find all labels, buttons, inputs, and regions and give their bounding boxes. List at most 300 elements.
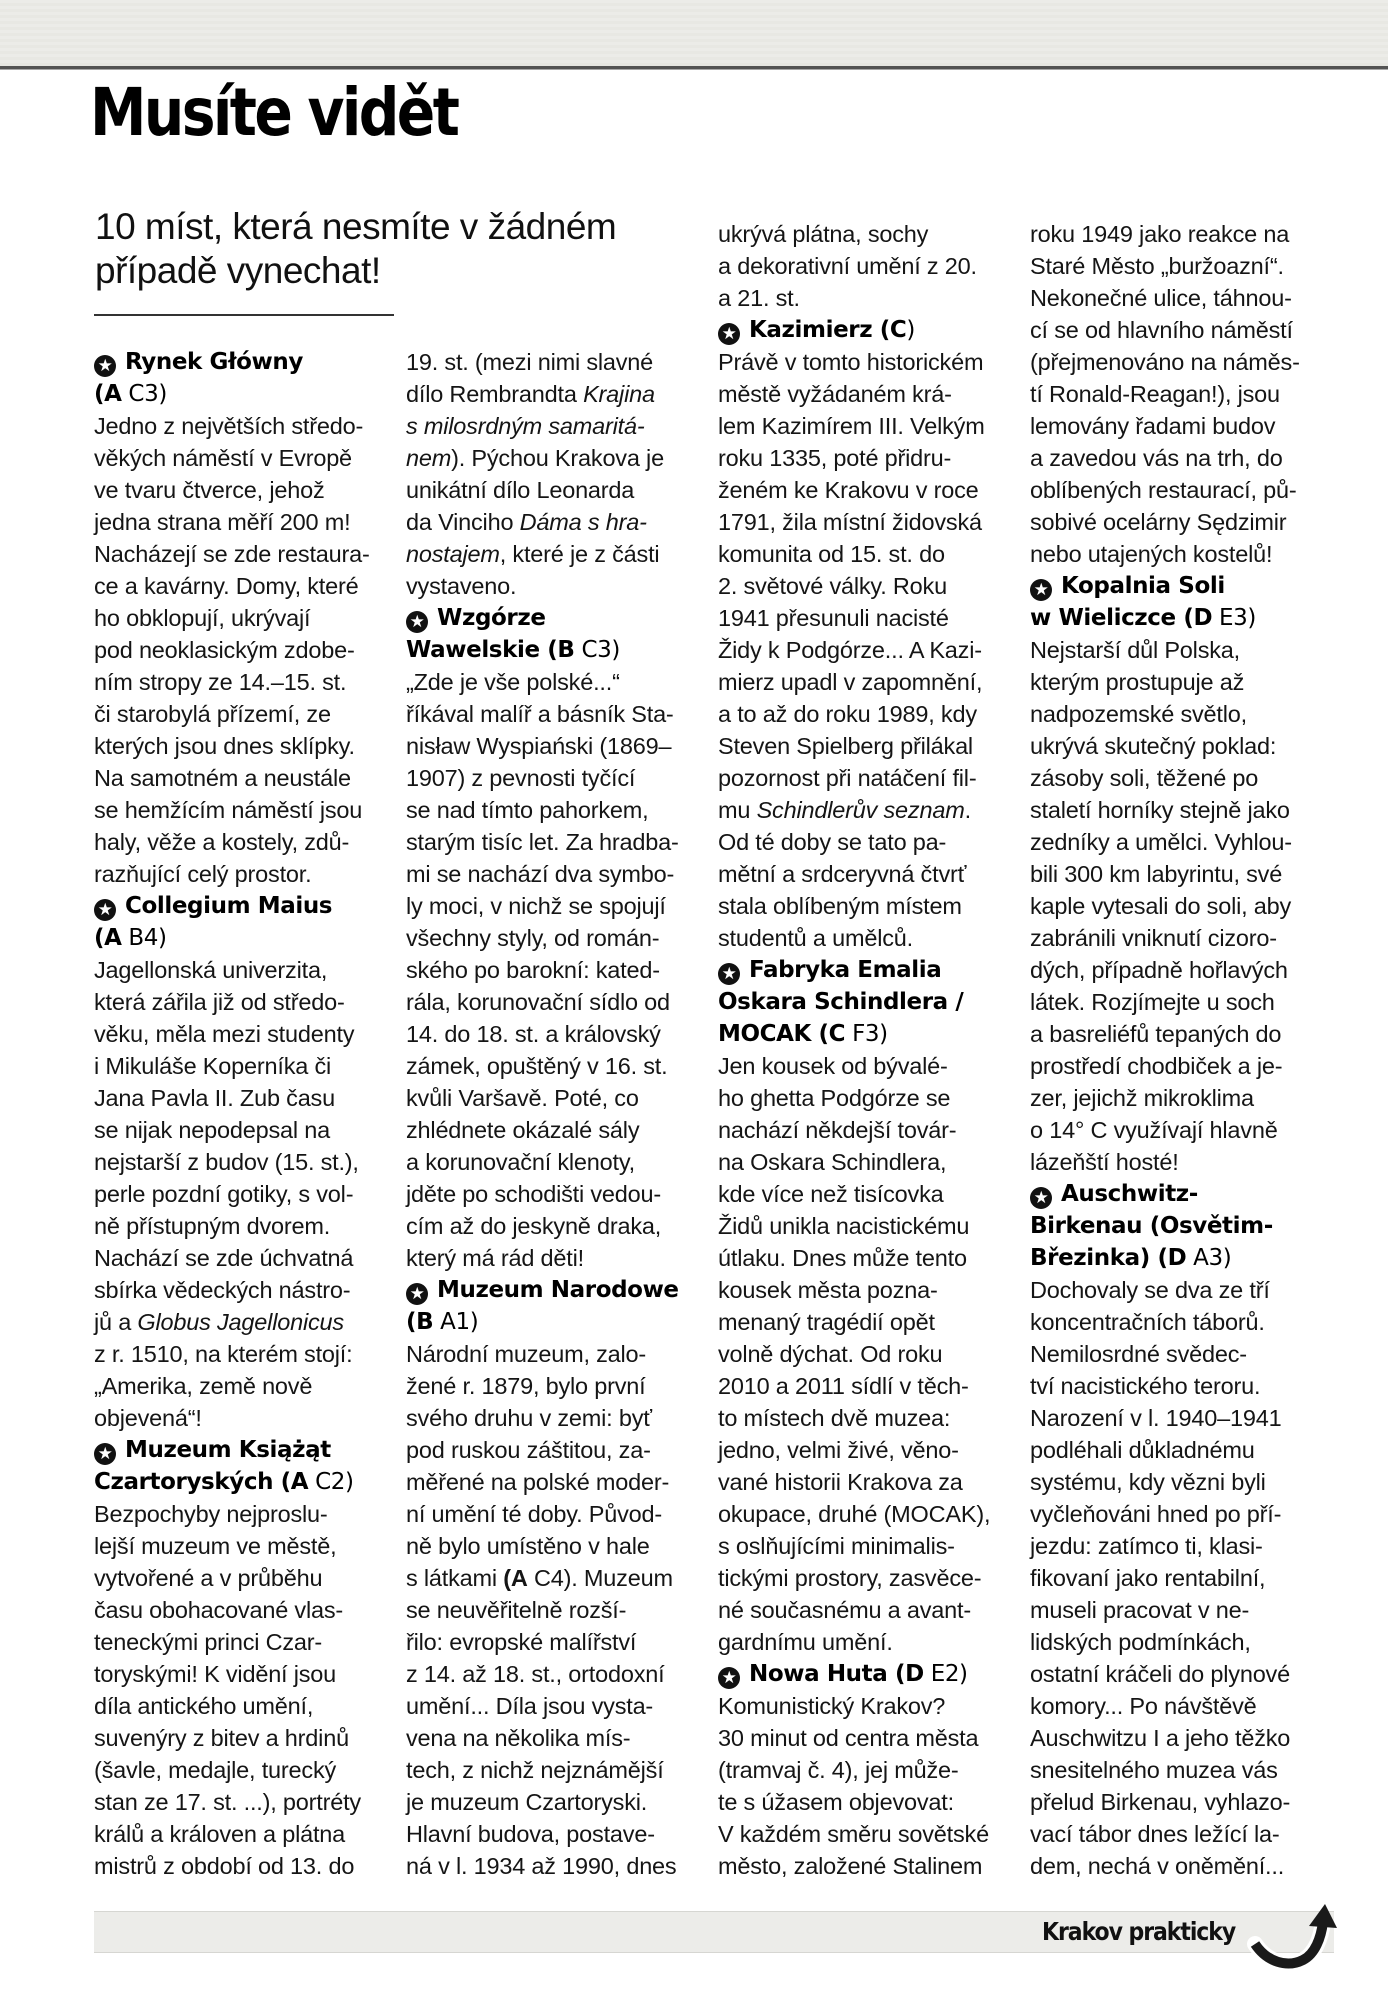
body-text-line: [718, 1850, 1018, 1882]
text-run: 1907) z pevnosti tyčící: [406, 765, 636, 791]
place-heading-line: [1030, 570, 1340, 602]
text-run: kvůli Varšavě. Poté, co: [406, 1085, 639, 1111]
text-run: vací tábor dnes ležící la-: [1030, 1821, 1280, 1847]
body-text-line: [94, 442, 394, 474]
place-heading-line: [94, 346, 394, 378]
text-run: 19. st. (mezi nimi slavné: [406, 349, 654, 375]
text-run: V každém směru sovětské: [718, 1821, 989, 1847]
text-run: lem Kazimírem III. Velkým: [718, 413, 985, 439]
body-text-line: [94, 1562, 394, 1594]
body-text-line: [718, 1562, 1018, 1594]
body-text-line: [718, 1082, 1018, 1114]
place-name: (A: [94, 925, 122, 951]
text-run: vané historii Krakova za: [718, 1469, 963, 1495]
body-text-line: [406, 922, 706, 954]
star-circle-icon: ★: [94, 355, 116, 377]
intro-divider: [94, 314, 394, 316]
text-run: nebo utajených kostelů!: [1030, 541, 1273, 567]
text-run: z 14. až 18. st., ortodoxní: [406, 1661, 665, 1687]
text-run: kousek města pozna-: [718, 1277, 938, 1303]
intro-subtitle: [95, 205, 635, 293]
body-text-line: [718, 1178, 1018, 1210]
text-run: Nacházejí se zde restaura-: [94, 541, 370, 567]
body-text-line: [94, 1370, 394, 1402]
body-text-line: [94, 730, 394, 762]
body-text-line: [1030, 1018, 1340, 1050]
italic-title: s milosrdným samaritá-: [406, 413, 645, 439]
text-run: kaple vytesali do soli, aby: [1030, 893, 1292, 919]
text-run: lidských podmínkách,: [1030, 1629, 1251, 1655]
body-text-line: [1030, 1306, 1340, 1338]
body-text-line: [94, 602, 394, 634]
text-run: ského po barokní: kated-: [406, 957, 660, 983]
text-run: Hlavní budova, postave-: [406, 1821, 655, 1847]
body-text-line: [1030, 410, 1340, 442]
body-text-line: [406, 1786, 706, 1818]
body-text-line: [718, 826, 1018, 858]
body-text-line: [1030, 1786, 1340, 1818]
text-run: stala oblíbeným místem: [718, 893, 962, 919]
body-text-line: [1030, 1562, 1340, 1594]
body-text-line: [406, 1018, 706, 1050]
body-text-line: [1030, 1050, 1340, 1082]
body-text-line: [1030, 1658, 1340, 1690]
place-heading-line: [94, 1466, 394, 1498]
body-text-line: [718, 282, 1018, 314]
text-run: kterým prostupuje až: [1030, 669, 1245, 695]
text-run: jedno, velmi živé, věno-: [718, 1437, 959, 1463]
body-text-line: [94, 986, 394, 1018]
text-run: se nad tímto pahorkem,: [406, 797, 649, 823]
text-run: staletí horníky stejně jako: [1030, 797, 1290, 823]
body-text-line: [718, 378, 1018, 410]
text-run: jedna strana měří 200 m!: [94, 509, 351, 535]
text-run: času obohacované vlas-: [94, 1597, 344, 1623]
text-run: Právě v tomto historickém: [718, 349, 984, 375]
place-name: Wawelskie (B: [406, 637, 575, 663]
body-text-line: [718, 1818, 1018, 1850]
body-text-line: [718, 794, 1018, 826]
body-text-line: [94, 410, 394, 442]
body-text-line: [1030, 346, 1340, 378]
body-text-line: [406, 986, 706, 1018]
body-text-line: [718, 1306, 1018, 1338]
body-text-line: [406, 1242, 706, 1274]
body-text-line: [718, 698, 1018, 730]
place-name: Wzgórze: [437, 605, 546, 631]
text-run: se neuvěřitelně rozší-: [406, 1597, 627, 1623]
place-heading-line: [1030, 602, 1340, 634]
body-text-line: [718, 1370, 1018, 1402]
body-text-line: [718, 474, 1018, 506]
text-run: cí se od hlavního náměstí: [1030, 317, 1293, 343]
text-run: suvenýry z bitev a hrdinů: [94, 1725, 349, 1751]
text-run: ukrývá skutečný poklad:: [1030, 733, 1277, 759]
body-text-line: [406, 666, 706, 698]
body-text-line: [94, 474, 394, 506]
body-text-line: [94, 794, 394, 826]
body-text-line: [406, 1818, 706, 1850]
text-run: látek. Rozjímejte u soch: [1030, 989, 1275, 1015]
body-text-line: [718, 506, 1018, 538]
map-grid-ref: E2): [923, 1661, 968, 1687]
body-text-line: [718, 890, 1018, 922]
text-run: „Amerika, země nově: [94, 1373, 313, 1399]
place-name: Collegium Maius: [125, 893, 333, 919]
body-text-line: [406, 1210, 706, 1242]
body-text-line: [406, 1082, 706, 1114]
body-text-line: [1030, 1690, 1340, 1722]
text-run: Židy k Podgórze... A Kazi-: [718, 637, 982, 663]
text-run: a zavedou vás na trh, do: [1030, 445, 1283, 471]
text-run: svého druhu v zemi: byť: [406, 1405, 652, 1431]
text-run: rála, korunovační sídlo od: [406, 989, 670, 1015]
place-heading-line: [406, 602, 706, 634]
text-run: s oslňujícími minimalis-: [718, 1533, 955, 1559]
page-title: Musíte vidět: [90, 74, 458, 151]
text-run: jezdu: zatímco ti, klasi-: [1030, 1533, 1263, 1559]
text-run: zedníky a umělci. Vyhlou-: [1030, 829, 1292, 855]
place-heading-line: [718, 1018, 1018, 1050]
body-text-line: [1030, 890, 1340, 922]
text-run: Židů unikla nacistickému: [718, 1213, 970, 1239]
place-heading-line: [406, 634, 706, 666]
map-grid-ref: C3): [121, 381, 167, 407]
text-run: toryskými! K vidění jsou: [94, 1661, 337, 1687]
body-text-line: [1030, 1434, 1340, 1466]
text-run: (šavle, medajle, turecký: [94, 1757, 337, 1783]
body-text-line: [718, 442, 1018, 474]
body-text-line: [1030, 1466, 1340, 1498]
text-run: 1941 přesunuli nacisté: [718, 605, 949, 631]
text-run: jů a: [94, 1309, 138, 1335]
text-column-1: [94, 346, 394, 1882]
map-grid-ref: A1): [433, 1309, 479, 1335]
body-text-line: [718, 1050, 1018, 1082]
body-text-line: [94, 698, 394, 730]
body-text-line: [406, 1850, 706, 1882]
body-text-line: [94, 634, 394, 666]
body-text-line: [718, 1210, 1018, 1242]
body-text-line: [1030, 1722, 1340, 1754]
text-run: starým tisíc let. Za hradba-: [406, 829, 679, 855]
map-grid-ref: F3): [845, 1021, 888, 1047]
text-run: podléhali důkladnému: [1030, 1437, 1255, 1463]
text-run: ostatní kráčeli do plynové: [1030, 1661, 1290, 1687]
map-grid-ref: E3): [1212, 605, 1256, 631]
text-run: vyčleňováni hned po pří-: [1030, 1501, 1282, 1527]
text-run: pozornost při natáčení fil-: [718, 765, 977, 791]
text-run: menaný tragédií opět: [718, 1309, 935, 1335]
body-text-line: [718, 1242, 1018, 1274]
text-run: zámek, opuštěný v 16. st.: [406, 1053, 668, 1079]
map-ref-letter: (A: [503, 1565, 528, 1591]
text-run: lejší muzeum ve městě,: [94, 1533, 337, 1559]
place-heading-line: [94, 922, 394, 954]
place-heading-line: [718, 986, 1018, 1018]
text-run: 2010 a 2011 sídlí v těch-: [718, 1373, 969, 1399]
body-text-line: [718, 250, 1018, 282]
body-text-line: [718, 858, 1018, 890]
body-text-line: [718, 634, 1018, 666]
body-text-line: [94, 1498, 394, 1530]
body-text-line: [406, 890, 706, 922]
text-run: studentů a umělců.: [718, 925, 913, 951]
body-text-line: [94, 506, 394, 538]
text-run: a basreliéfů tepaných do: [1030, 1021, 1282, 1047]
text-run: (přejmenováno na náměs-: [1030, 349, 1300, 375]
body-text-line: [94, 762, 394, 794]
text-run: kde více než tisícovka: [718, 1181, 944, 1207]
text-run: městě vyžádaném krá-: [718, 381, 952, 407]
text-run: perle pozdní gotiky, s vol-: [94, 1181, 354, 1207]
text-run: mu: [718, 797, 757, 823]
body-text-line: [718, 1594, 1018, 1626]
body-text-line: [94, 1402, 394, 1434]
text-run: tví nacistického teroru.: [1030, 1373, 1261, 1399]
italic-title: Dáma s hra-: [519, 509, 647, 535]
place-heading-line: [406, 1306, 706, 1338]
body-text-line: [718, 346, 1018, 378]
text-run: kterých jsou dnes sklípky.: [94, 733, 355, 759]
text-run: objevená“!: [94, 1405, 202, 1431]
body-text-line: [406, 410, 706, 442]
text-run: řilo: evropské malířství: [406, 1629, 637, 1655]
body-text-line: [718, 1338, 1018, 1370]
body-text-line: [718, 218, 1018, 250]
body-text-line: [718, 570, 1018, 602]
body-text-line: [406, 1690, 706, 1722]
star-circle-icon: ★: [718, 1667, 740, 1689]
body-text-line: [94, 1146, 394, 1178]
body-text-line: [1030, 1818, 1340, 1850]
text-run: Steven Spielberg přilákal: [718, 733, 973, 759]
text-run: .: [964, 797, 971, 823]
text-run: Na samotném a neustále: [94, 765, 351, 791]
text-run: 2. světové války. Roku: [718, 573, 947, 599]
text-run: (tramvaj č. 4), jej může-: [718, 1757, 959, 1783]
text-run: ce a kavárny. Domy, které: [94, 573, 359, 599]
text-run: Auschwitzu I a jeho těžko: [1030, 1725, 1291, 1751]
place-name: Oskara Schindlera /: [718, 989, 964, 1015]
map-grid-ref: C3): [574, 637, 620, 663]
body-text-line: [94, 1626, 394, 1658]
body-text-line: [94, 1690, 394, 1722]
place-name: Březinka) (D: [1030, 1245, 1187, 1271]
body-text-line: [718, 410, 1018, 442]
body-text-line: [1030, 986, 1340, 1018]
text-run: museli pracovat v ne-: [1030, 1597, 1250, 1623]
text-run: a dekorativní umění z 20.: [718, 253, 977, 279]
text-run: ). Pýchou Krakova je: [451, 445, 664, 471]
place-heading-line: [1030, 1210, 1340, 1242]
body-text-line: [94, 1018, 394, 1050]
text-run: sbírka vědeckých nástro-: [94, 1277, 351, 1303]
body-text-line: [406, 1562, 706, 1594]
text-column-3: [718, 218, 1018, 1882]
body-text-line: [1030, 1274, 1340, 1306]
text-run: teneckými princi Czar-: [94, 1629, 323, 1655]
place-name: Kazimierz (C: [749, 317, 907, 343]
body-text-line: [406, 1402, 706, 1434]
place-name: Birkenau (Osvětim-: [1030, 1213, 1273, 1239]
body-text-line: [94, 1658, 394, 1690]
text-run: se nijak nepodepsal na: [94, 1117, 331, 1143]
text-run: né současnému a avant-: [718, 1597, 971, 1623]
text-run: žené r. 1879, bylo první: [406, 1373, 646, 1399]
text-run: Jagellonská univerzita,: [94, 957, 328, 983]
body-text-line: [1030, 794, 1340, 826]
text-run: město, založené Stalinem: [718, 1853, 983, 1879]
text-run: ho obklopují, ukrývají: [94, 605, 311, 631]
body-text-line: [406, 1594, 706, 1626]
body-text-line: [406, 1370, 706, 1402]
body-text-line: [718, 1722, 1018, 1754]
text-run: mistrů z období od 13. do: [94, 1853, 355, 1879]
place-heading-line: [1030, 1242, 1340, 1274]
text-run: nisław Wyspiański (1869–: [406, 733, 672, 759]
body-text-line: [94, 1306, 394, 1338]
body-text-line: [406, 826, 706, 858]
body-text-line: [94, 1818, 394, 1850]
italic-title: Schindlerův seznam: [756, 797, 965, 823]
text-run: ná v l. 1934 až 1990, dnes: [406, 1853, 677, 1879]
body-text-line: [94, 826, 394, 858]
text-run: přelud Birkenau, vyhlazo-: [1030, 1789, 1291, 1815]
body-text-line: [94, 1114, 394, 1146]
text-run: komunita od 15. st. do: [718, 541, 945, 567]
text-run: Jana Pavla II. Zub času: [94, 1085, 335, 1111]
text-run: všechny styly, od román-: [406, 925, 660, 951]
text-run: tí Ronald-Reagan!), jsou: [1030, 381, 1280, 407]
text-run: i Mikuláše Koperníka či: [94, 1053, 332, 1079]
text-column-4: [1030, 218, 1340, 1882]
text-run: okupace, druhé (MOCAK),: [718, 1501, 991, 1527]
body-text-line: [718, 1274, 1018, 1306]
text-run: ně přístupným dvorem.: [94, 1213, 331, 1239]
body-text-line: [1030, 1626, 1340, 1658]
text-run: je muzeum Czartoryski.: [406, 1789, 648, 1815]
text-run: měřené na polské moder-: [406, 1469, 670, 1495]
text-run: mierz upadl v zapomnění,: [718, 669, 983, 695]
text-run: koncentračních táborů.: [1030, 1309, 1265, 1335]
text-run: tickými prostory, zasvěce-: [718, 1565, 982, 1591]
text-run: jděte po schodišti vedou-: [406, 1181, 661, 1207]
body-text-line: [94, 1050, 394, 1082]
body-text-line: [1030, 1530, 1340, 1562]
text-run: vena na několika mís-: [406, 1725, 631, 1751]
body-text-line: [406, 1466, 706, 1498]
italic-title: nostajem: [406, 541, 500, 567]
intro-line: 10 míst, která nesmíte v žádném: [95, 206, 617, 247]
body-text-line: [406, 506, 706, 538]
body-text-line: [1030, 634, 1340, 666]
italic-title: nem: [406, 445, 452, 471]
body-text-line: [718, 666, 1018, 698]
text-run: a 21. st.: [718, 285, 800, 311]
text-run: věku, měla mezi studenty: [94, 1021, 355, 1047]
body-text-line: [1030, 442, 1340, 474]
intro-line: případě vynechat!: [95, 250, 381, 291]
text-run: cím až do jeskyně draka,: [406, 1213, 662, 1239]
body-text-line: [718, 1466, 1018, 1498]
text-run: zer, jejichž mikroklima: [1030, 1085, 1254, 1111]
body-text-line: [406, 378, 706, 410]
body-text-line: [1030, 1594, 1340, 1626]
text-run: mi se nachází dva symbo-: [406, 861, 675, 887]
place-heading-line: [718, 314, 1018, 346]
body-text-line: [94, 1178, 394, 1210]
place-heading-line: [94, 378, 394, 410]
text-run: útlaku. Dnes může tento: [718, 1245, 967, 1271]
map-grid-ref: B4): [121, 925, 167, 951]
body-text-line: [94, 1338, 394, 1370]
body-text-line: [718, 1626, 1018, 1658]
place-heading-line: [718, 954, 1018, 986]
place-name: Muzeum Narodowe: [437, 1277, 679, 1303]
text-run: Od té doby se tato pa-: [718, 829, 947, 855]
text-run: te s úžasem objevovat:: [718, 1789, 954, 1815]
star-circle-icon: ★: [1030, 579, 1052, 601]
text-run: Nejstarší důl Polska,: [1030, 637, 1240, 663]
body-text-line: [1030, 762, 1340, 794]
body-text-line: [406, 1338, 706, 1370]
text-run: ukrývá plátna, sochy: [718, 221, 929, 247]
text-run: , které je z části: [499, 541, 660, 567]
text-run: Národní muzeum, zalo-: [406, 1341, 647, 1367]
body-text-line: [1030, 1754, 1340, 1786]
body-text-line: [406, 1146, 706, 1178]
top-header-band: [0, 0, 1388, 69]
body-text-line: [1030, 506, 1340, 538]
body-text-line: [1030, 538, 1340, 570]
map-grid-ref: A3): [1186, 1245, 1232, 1271]
text-run: prostředí chodbiček a je-: [1030, 1053, 1283, 1079]
text-run: systému, kdy vězni byli: [1030, 1469, 1266, 1495]
text-run: Nekonečné ulice, táhnou-: [1030, 285, 1292, 311]
body-text-line: [406, 1722, 706, 1754]
text-run: tech, z nichž nejznámější: [406, 1757, 664, 1783]
text-run: unikátní dílo Leonarda: [406, 477, 635, 503]
body-text-line: [1030, 826, 1340, 858]
place-name: (B: [406, 1309, 434, 1335]
text-run: ní umění té doby. Původ-: [406, 1501, 663, 1527]
place-name: Rynek Główny: [125, 349, 303, 375]
place-name: MOCAK (C: [718, 1021, 846, 1047]
place-name: (A: [94, 381, 122, 407]
text-run: zabránili vniknutí cizoro-: [1030, 925, 1277, 951]
star-circle-icon: ★: [718, 963, 740, 985]
text-run: nadpozemské světlo,: [1030, 701, 1247, 727]
text-run: Jen kousek od bývalé-: [718, 1053, 948, 1079]
text-run: která zářila již od středo-: [94, 989, 345, 1015]
text-run: králů a královen a plátna: [94, 1821, 346, 1847]
body-text-line: [1030, 954, 1340, 986]
body-text-line: [718, 602, 1018, 634]
body-text-line: [1030, 1850, 1340, 1882]
body-text-line: [406, 794, 706, 826]
body-text-line: [1030, 378, 1340, 410]
star-circle-icon: ★: [94, 899, 116, 921]
text-run: s látkami: [406, 1565, 504, 1591]
text-run: haly, věže a kostely, zdů-: [94, 829, 350, 855]
body-text-line: [406, 1754, 706, 1786]
text-run: vytvořené a v průběhu: [94, 1565, 323, 1591]
body-text-line: [94, 1274, 394, 1306]
body-text-line: [718, 1690, 1018, 1722]
body-text-line: [406, 1050, 706, 1082]
text-run: Narození v l. 1940–1941: [1030, 1405, 1282, 1431]
